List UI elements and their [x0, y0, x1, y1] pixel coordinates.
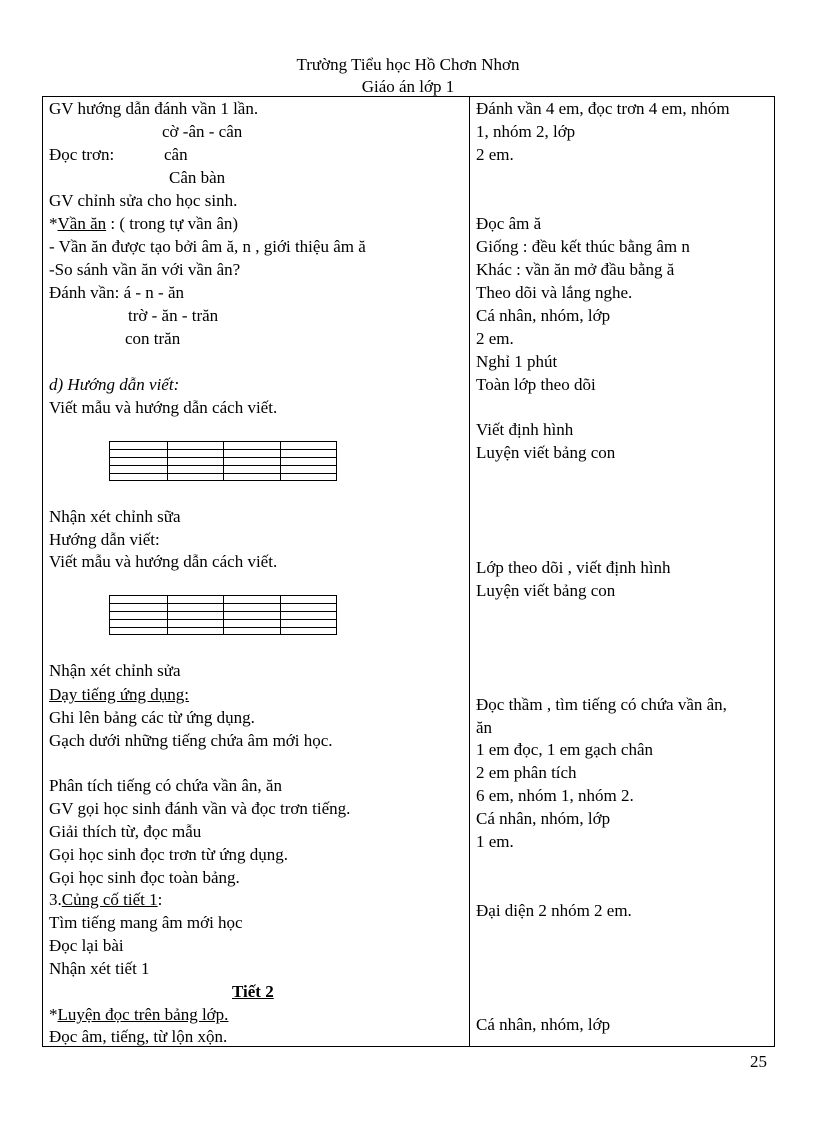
section-note: : ( trong tự vần ân) — [106, 214, 239, 233]
right-line: 2 em phân tích — [476, 763, 577, 782]
column-divider — [469, 96, 470, 1047]
left-line: -So sánh vần ăn với vần ân? — [49, 260, 241, 279]
right-line: Giống : đều kết thúc bằng âm n — [476, 237, 690, 256]
colon: : — [157, 890, 163, 909]
left-line — [49, 1004, 228, 1026]
left-line: cờ -ân - cân — [162, 122, 243, 141]
section-heading: Vần ăn — [57, 214, 107, 233]
left-line: Hướng dẫn viết: — [49, 530, 160, 549]
right-line: Cá nhân, nhóm, lớp — [476, 809, 611, 828]
right-line: Luyện viết bảng con — [476, 581, 616, 600]
left-line: GV hướng dẫn đánh vần 1 lần. — [49, 99, 259, 118]
left-line: Nhận xét tiết 1 — [49, 959, 150, 978]
section-heading: Luyện đọc trên bảng lớp. — [57, 1005, 229, 1024]
page-number: 25 — [750, 1052, 767, 1071]
right-line: Luyện viết bảng con — [476, 443, 616, 462]
section-heading: Củng cố tiết 1 — [61, 890, 158, 909]
left-line: Ghi lên bảng các từ ứng dụng. — [49, 708, 255, 727]
right-line: 2 em. — [476, 329, 514, 348]
lesson-part-title: Tiết 2 — [232, 982, 274, 1001]
left-line: Nhận xét chỉnh sữa — [49, 507, 181, 526]
right-line: 6 em, nhóm 1, nhóm 2. — [476, 786, 634, 805]
left-line: Gạch dưới những tiếng chứa âm mới học. — [49, 731, 333, 750]
writing-grid — [109, 595, 337, 635]
school-name: Trường Tiểu học Hồ Chơn Nhơn — [296, 55, 520, 74]
right-line: 1 em đọc, 1 em gạch chân — [476, 740, 654, 759]
left-line: - Vần ăn được tạo bởi âm ă, n , giới thiệu âm ă — [49, 237, 366, 256]
section-heading: Dạy tiếng ứng dụng: — [49, 685, 190, 704]
right-line: Viết định hình — [476, 420, 574, 439]
section-heading: d) Hướng dẫn viết: — [49, 375, 180, 394]
left-line — [49, 889, 162, 911]
right-line: 1, nhóm 2, lớp — [476, 122, 576, 141]
left-line: Viết mẫu và hướng dẫn cách viết. — [49, 552, 278, 571]
left-line: Tìm tiếng mang âm mới học — [49, 913, 243, 932]
right-line: 2 em. — [476, 145, 514, 164]
left-line: Cân bàn — [169, 168, 226, 187]
left-line: cân — [164, 145, 188, 164]
right-line: Đọc thầm , tìm tiếng có chứa vần ân, — [476, 695, 727, 714]
right-line: Theo dõi và lắng nghe. — [476, 283, 633, 302]
right-line: Đánh vần 4 em, đọc trơn 4 em, nhóm — [476, 99, 730, 118]
left-line: Viết mẫu và hướng dẫn cách viết. — [49, 398, 278, 417]
writing-grid — [109, 441, 337, 481]
right-line: ăn — [476, 718, 493, 737]
right-line: Đọc âm ă — [476, 214, 542, 233]
right-line: Cá nhân, nhóm, lớp — [476, 1015, 611, 1034]
right-line: Nghỉ 1 phút — [476, 352, 558, 371]
right-line: Cá nhân, nhóm, lớp — [476, 306, 611, 325]
document-subtitle: Giáo án lớp 1 — [361, 77, 455, 96]
left-line: Gọi học sinh đọc trơn từ ứng dụng. — [49, 845, 288, 864]
left-line: Đọc trơn: — [49, 145, 115, 164]
right-line: Khác : vần ăn mở đầu bằng ă — [476, 260, 675, 279]
left-line — [49, 213, 238, 235]
left-line: Nhận xét chỉnh sửa — [49, 661, 181, 680]
right-line: Lớp theo dõi , viết định hình — [476, 558, 671, 577]
left-line: con trăn — [125, 329, 181, 348]
left-line: Giải thích từ, đọc mẫu — [49, 822, 202, 841]
left-line: Đọc lại bài — [49, 936, 124, 955]
section-number: 3. — [49, 890, 62, 909]
left-line: GV chỉnh sửa cho học sinh. — [49, 191, 238, 210]
left-line: Phân tích tiếng có chứa vần ân, ăn — [49, 776, 282, 795]
bullet-mark: * — [49, 214, 58, 233]
right-line: 1 em. — [476, 832, 514, 851]
left-line: Đọc âm, tiếng, từ lộn xộn. — [49, 1027, 228, 1046]
right-line: Toàn lớp theo dõi — [476, 375, 596, 394]
left-line: Gọi học sinh đọc toàn bảng. — [49, 868, 240, 887]
left-line: GV gọi học sinh đánh vần và đọc trơn tiếng. — [49, 799, 351, 818]
left-line: Đánh vần: á - n - ăn — [49, 283, 185, 302]
bullet-mark: * — [49, 1005, 58, 1024]
right-line: Đại diện 2 nhóm 2 em. — [476, 901, 632, 920]
left-line: trờ - ăn - trăn — [128, 306, 219, 325]
